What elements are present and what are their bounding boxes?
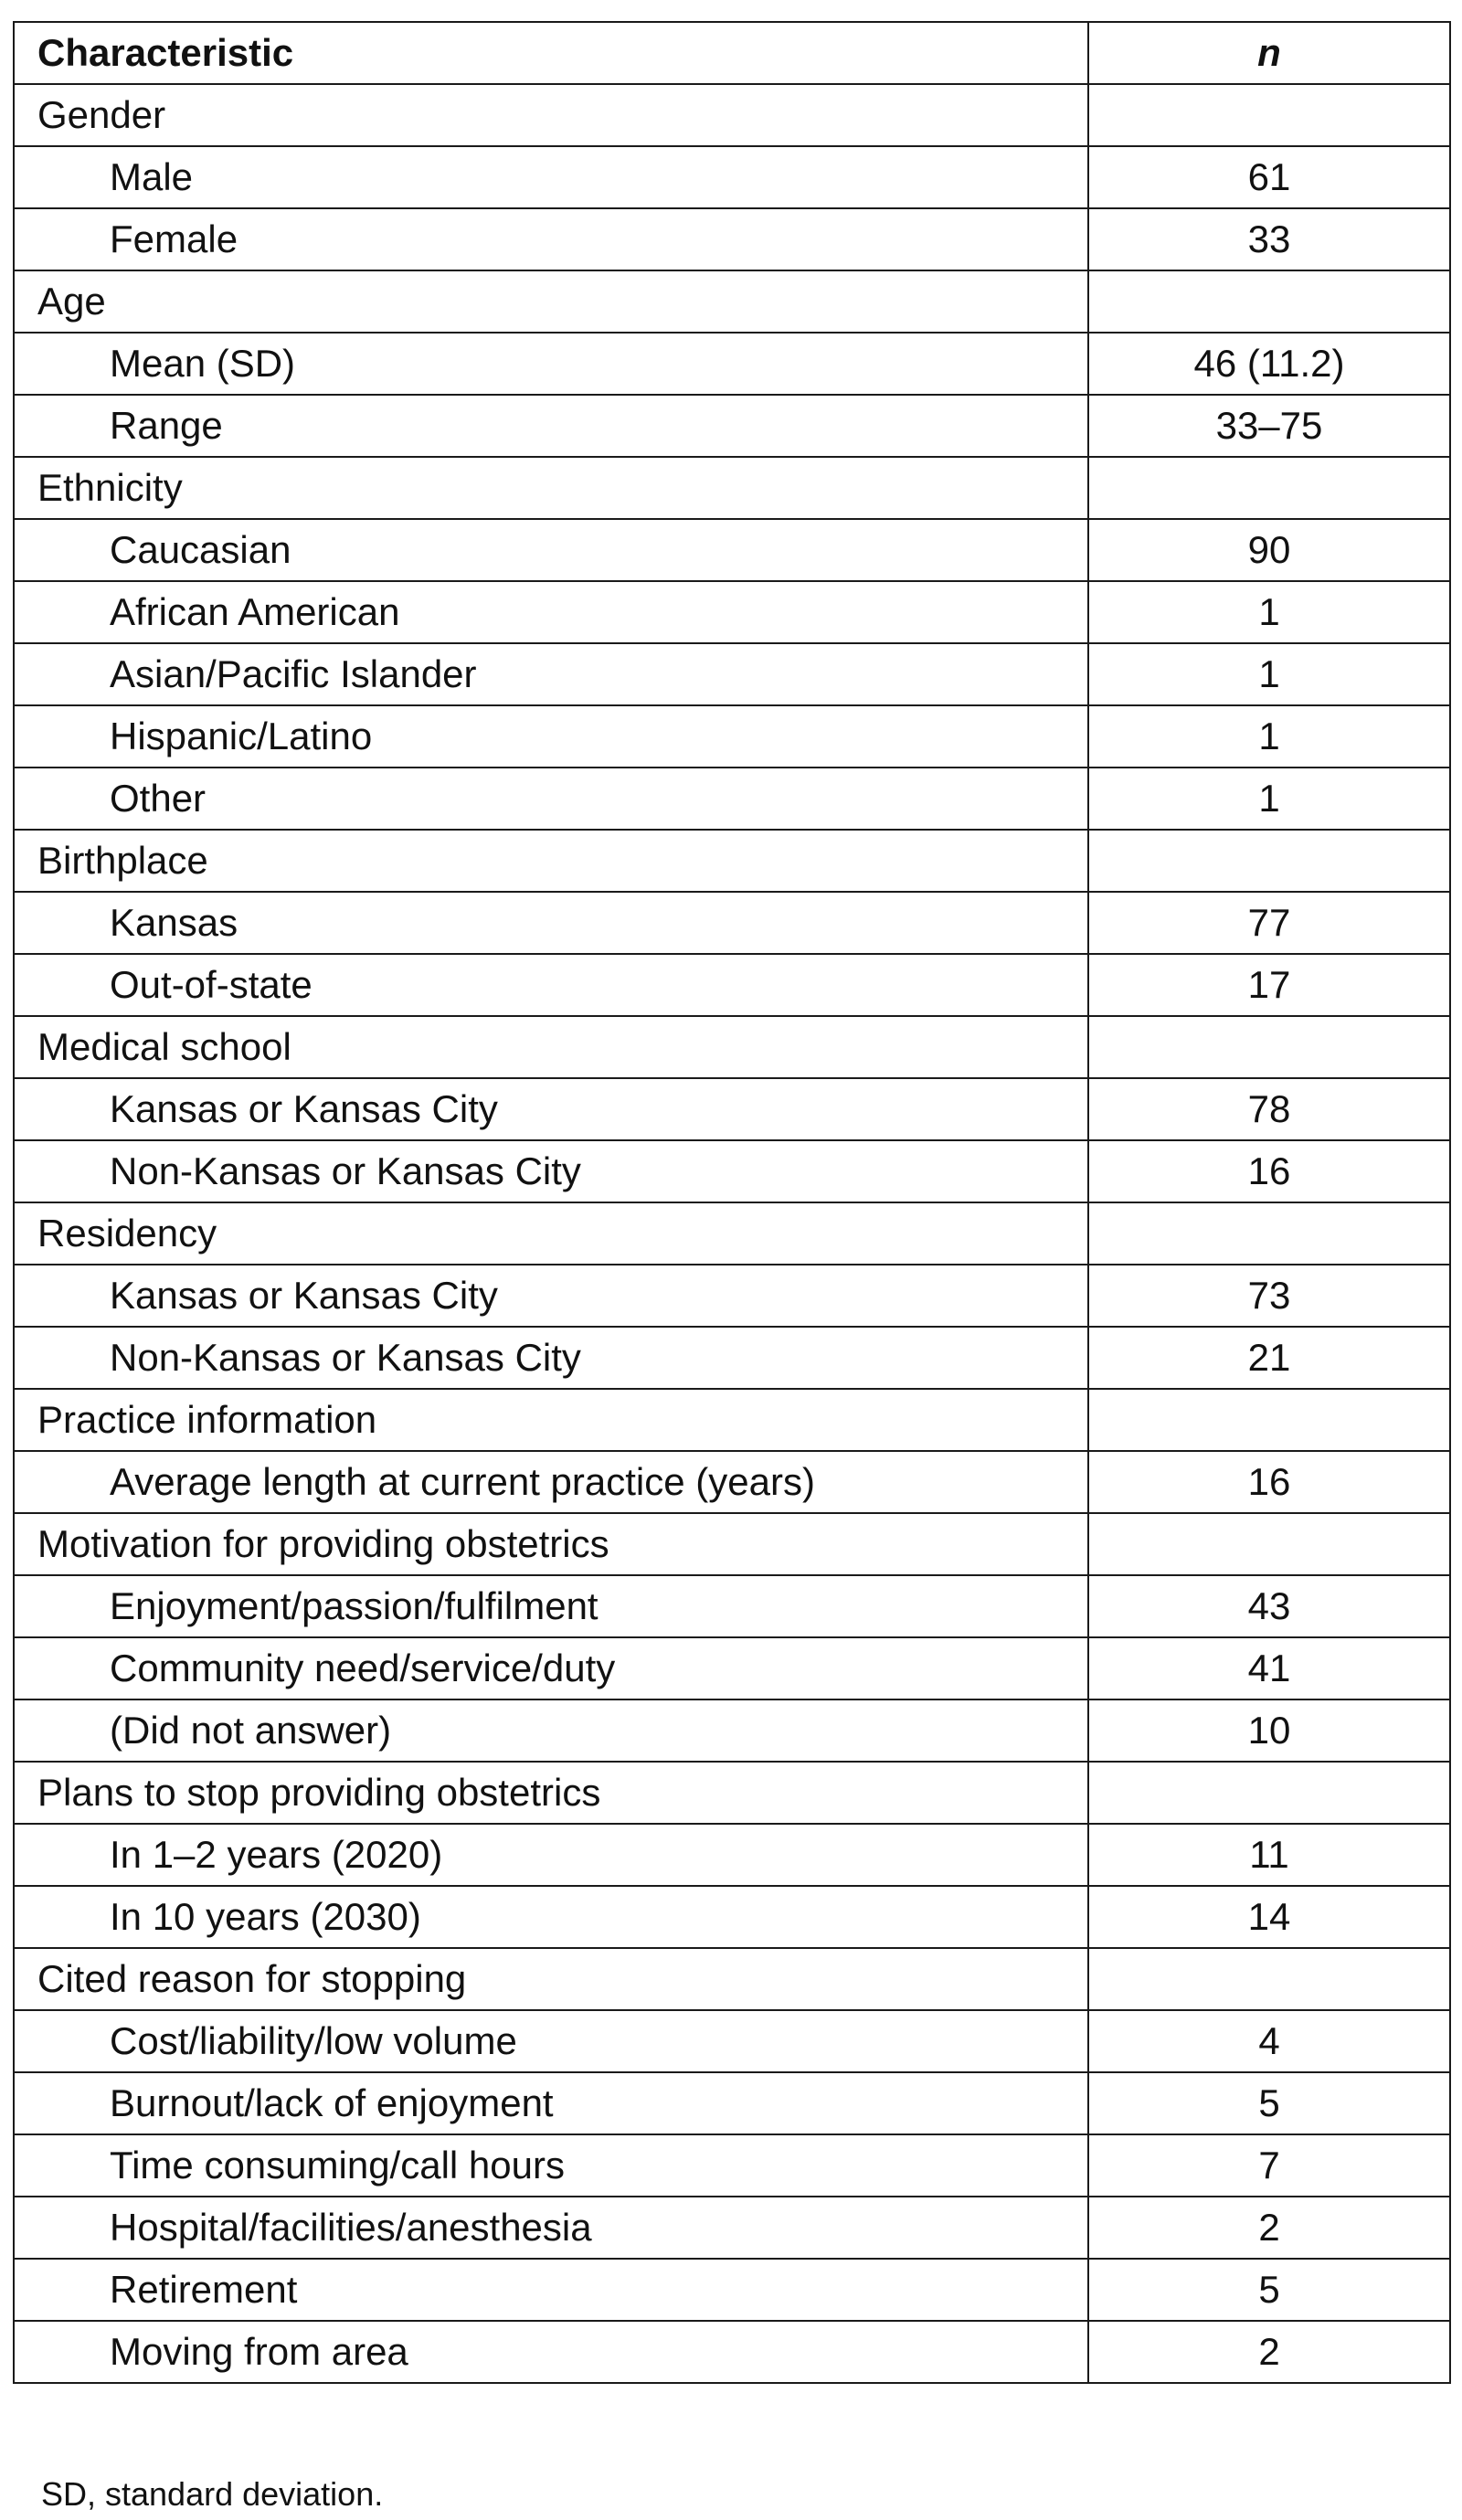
row-value: 73 <box>1088 1265 1450 1327</box>
row-label: Moving from area <box>14 2321 1088 2383</box>
row-label: Hospital/facilities/anesthesia <box>14 2197 1088 2259</box>
row-label: Time consuming/call hours <box>14 2134 1088 2197</box>
table-row <box>14 1637 1450 1699</box>
category-row <box>14 830 1450 892</box>
table-row <box>14 208 1450 270</box>
row-label: Hispanic/Latino <box>14 705 1088 768</box>
row-label: Kansas <box>14 892 1088 954</box>
row-label: Range <box>14 395 1088 457</box>
category-row <box>14 1762 1450 1824</box>
characteristics-table <box>13 21 1451 2384</box>
row-value: 1 <box>1088 643 1450 705</box>
row-value <box>1088 1016 1450 1078</box>
table-header-row <box>14 22 1450 84</box>
row-value: 4 <box>1088 2010 1450 2072</box>
category-row <box>14 1513 1450 1575</box>
n-column-header: n <box>1088 22 1450 84</box>
table-row <box>14 2134 1450 2197</box>
table-row <box>14 643 1450 705</box>
table-row <box>14 1140 1450 1202</box>
table-row <box>14 954 1450 1016</box>
row-value: 33 <box>1088 208 1450 270</box>
category-row <box>14 1948 1450 2010</box>
category-row <box>14 1016 1450 1078</box>
row-label: In 1–2 years (2020) <box>14 1824 1088 1886</box>
row-label: (Did not answer) <box>14 1699 1088 1762</box>
table-row <box>14 705 1450 768</box>
row-value <box>1088 457 1450 519</box>
table-row <box>14 1078 1450 1140</box>
row-value <box>1088 1513 1450 1575</box>
category-row <box>14 84 1450 146</box>
category-label: Birthplace <box>14 830 1088 892</box>
table-row <box>14 1451 1450 1513</box>
table-row <box>14 333 1450 395</box>
row-value: 16 <box>1088 1451 1450 1513</box>
row-label: Asian/Pacific Islander <box>14 643 1088 705</box>
table-row <box>14 2010 1450 2072</box>
category-label: Plans to stop providing obstetrics <box>14 1762 1088 1824</box>
category-row <box>14 1389 1450 1451</box>
category-row <box>14 457 1450 519</box>
table-row <box>14 1575 1450 1637</box>
row-value: 2 <box>1088 2197 1450 2259</box>
row-value <box>1088 830 1450 892</box>
row-value: 14 <box>1088 1886 1450 1948</box>
row-value: 7 <box>1088 2134 1450 2197</box>
category-label: Practice information <box>14 1389 1088 1451</box>
row-label: Kansas or Kansas City <box>14 1265 1088 1327</box>
row-value: 46 (11.2) <box>1088 333 1450 395</box>
row-value: 1 <box>1088 768 1450 830</box>
table-row <box>14 1265 1450 1327</box>
row-label: African American <box>14 581 1088 643</box>
table-row <box>14 2072 1450 2134</box>
row-value <box>1088 1948 1450 2010</box>
category-label: Gender <box>14 84 1088 146</box>
row-value: 1 <box>1088 581 1450 643</box>
row-label: Cost/liability/low volume <box>14 2010 1088 2072</box>
row-label: Out-of-state <box>14 954 1088 1016</box>
table-row <box>14 1824 1450 1886</box>
row-value: 1 <box>1088 705 1450 768</box>
category-label: Age <box>14 270 1088 333</box>
category-label: Motivation for providing obstetrics <box>14 1513 1088 1575</box>
category-label: Ethnicity <box>14 457 1088 519</box>
category-label: Cited reason for stopping <box>14 1948 1088 2010</box>
row-value: 61 <box>1088 146 1450 208</box>
row-label: Female <box>14 208 1088 270</box>
category-row <box>14 1202 1450 1265</box>
table-row <box>14 892 1450 954</box>
row-label: Kansas or Kansas City <box>14 1078 1088 1140</box>
table-row <box>14 1699 1450 1762</box>
row-value: 17 <box>1088 954 1450 1016</box>
table-row <box>14 768 1450 830</box>
row-label: In 10 years (2030) <box>14 1886 1088 1948</box>
row-value: 77 <box>1088 892 1450 954</box>
table-row <box>14 1886 1450 1948</box>
table-body <box>14 84 1450 2383</box>
row-label: Community need/service/duty <box>14 1637 1088 1699</box>
row-label: Mean (SD) <box>14 333 1088 395</box>
table-row <box>14 2321 1450 2383</box>
table-row <box>14 519 1450 581</box>
row-label: Other <box>14 768 1088 830</box>
row-value: 41 <box>1088 1637 1450 1699</box>
row-label: Retirement <box>14 2259 1088 2321</box>
row-value: 43 <box>1088 1575 1450 1637</box>
row-value: 5 <box>1088 2072 1450 2134</box>
row-label: Non-Kansas or Kansas City <box>14 1140 1088 1202</box>
table-row <box>14 2197 1450 2259</box>
table-row <box>14 581 1450 643</box>
category-row <box>14 270 1450 333</box>
table-row <box>14 395 1450 457</box>
row-value: 33–75 <box>1088 395 1450 457</box>
row-value <box>1088 1762 1450 1824</box>
row-label: Caucasian <box>14 519 1088 581</box>
row-value <box>1088 1389 1450 1451</box>
row-value: 16 <box>1088 1140 1450 1202</box>
characteristics-table-container <box>13 21 1449 2384</box>
row-value: 5 <box>1088 2259 1450 2321</box>
row-label: Non-Kansas or Kansas City <box>14 1327 1088 1389</box>
row-label: Burnout/lack of enjoyment <box>14 2072 1088 2134</box>
row-value: 10 <box>1088 1699 1450 1762</box>
row-value: 21 <box>1088 1327 1450 1389</box>
table-row <box>14 1327 1450 1389</box>
row-label: Average length at current practice (years) <box>14 1451 1088 1513</box>
row-value <box>1088 84 1450 146</box>
row-label: Enjoyment/passion/fulfilment <box>14 1575 1088 1637</box>
row-value: 2 <box>1088 2321 1450 2383</box>
characteristic-column-header: Characteristic <box>14 22 1088 84</box>
row-value: 90 <box>1088 519 1450 581</box>
table-row <box>14 146 1450 208</box>
row-label: Male <box>14 146 1088 208</box>
table-footnote: SD, standard deviation. <box>41 2475 384 2513</box>
category-label: Medical school <box>14 1016 1088 1078</box>
row-value: 78 <box>1088 1078 1450 1140</box>
category-label: Residency <box>14 1202 1088 1265</box>
row-value <box>1088 1202 1450 1265</box>
row-value: 11 <box>1088 1824 1450 1886</box>
table-row <box>14 2259 1450 2321</box>
row-value <box>1088 270 1450 333</box>
